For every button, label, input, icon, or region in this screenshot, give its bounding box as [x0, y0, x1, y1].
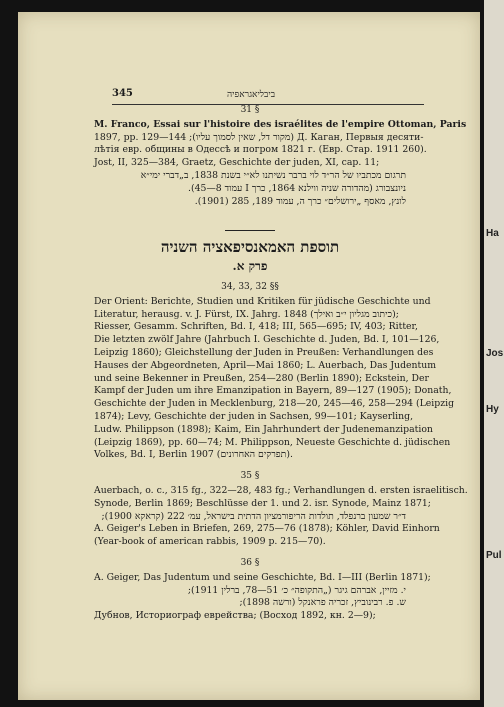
section-number: 34, 33, 32 §§	[221, 281, 279, 292]
text-line: Hauses der Abgeordneten, April—Mai 1860; L. Auerbach, Das Judentum	[94, 359, 437, 371]
hebrew-line: תרגום מכתביו של הר״ד לוי ברבר נשיתנו לא״י בשנת 1838, ב„דברי ימי״א	[140, 169, 406, 181]
text-line: Geschichte der Juden in Mecklenburg, 218—20, 245—46, 258—294 (Leipzig	[94, 398, 455, 410]
text-line: 1874); Levy, Geschichte der juden in Sachsen, 99—101; Kayserling,	[94, 410, 414, 422]
bibliography-entry	[94, 295, 455, 462]
bibliography-entry	[94, 571, 431, 623]
facing-page-text: Hy	[486, 404, 499, 415]
text-line: M. Franco, Essai sur l'histoire des israélites de l'empire Ottoman, Paris	[94, 118, 467, 130]
text-line: Die letzten zwölf Jahre (Jahrbuch I. Geschichte d. Juden, Bd. I, 101—126,	[94, 334, 440, 346]
hebrew-line: לונץ, מאסף „ירושלים״ כרך ה, עמוד 189, 285 (1901).	[194, 195, 406, 207]
text-line: Ludw. Philippson (1898); Kaim, Ein Jahrhundert der Judenemanzipation	[94, 423, 433, 435]
text-line: Der Orient: Berichte, Studien und Kritiken für jüdische Geschichte und	[94, 295, 431, 307]
text-line: A. Geiger, Das Judentum und seine Geschichte, Bd. I—III (Berlin 1871);	[94, 571, 431, 583]
text-line: Literatur, herausg. v. J. Fürst, IX. Jahrg. 1848 (כיתוב מגליון י״ב ואילך);	[94, 308, 399, 320]
running-title: ביבליאגראפיה	[227, 90, 276, 100]
text-line: und seine Bekenner in Preußen, 254—280 (Berlin 1890); Eckstein, Der	[94, 372, 429, 384]
section-number: 31 §	[240, 105, 260, 115]
text-line: Riesser, Gesamm. Schriften, Bd. I, 418; III, 565—695; IV, 403; Ritter,	[94, 321, 418, 333]
text-line: Volkes, Bd. I, Berlin 1907 (תפרקים האחרונים).	[94, 449, 293, 461]
bibliography-entry	[94, 118, 467, 209]
hebrew-line: ניונצבורג (מהדורה שניה ווילנא 1864, כרך I עמוד 8—45).	[188, 182, 406, 194]
facing-page-text: Ha	[486, 228, 499, 239]
page-number: 345	[112, 88, 133, 99]
facing-page-text: Pul	[486, 550, 502, 561]
text-line: (Leipzig 1869), pp. 60—74; M. Philippson, Neueste Geschichte d. jüdischen	[94, 436, 451, 448]
text-line: Дубнов, Историограф еврейства; (Восход 1892, кн. 2—9);	[94, 610, 376, 622]
section-number: 36 §	[240, 557, 260, 568]
facing-page-text: Jos	[486, 348, 504, 359]
facing-page-edge	[484, 0, 504, 707]
text-line: 1897, pp. 129—144 ;(מקור דל, שאין לסמוך עליו) Д. Каган, Первыя десяти-	[94, 131, 424, 143]
text-line: Jost, II, 325—384, Graetz, Geschichte der juden, XI, cap. 11;	[94, 157, 380, 169]
hebrew-line: ש. פ. רבינוביץ, זכריה פראנקל (ורשה 1898);	[239, 597, 406, 609]
hebrew-line: ד״ר שמעון ברנפלד, תולדות הריפורמציון הדתית בישראל, עמ׳ 222 (קראקא 1900);	[101, 510, 406, 522]
divider	[225, 230, 275, 231]
section-number: 35 §	[240, 471, 260, 482]
text-line: A. Geiger's Leben in Briefen, 269, 275—76 (1878); Köhler, David Einhorn	[94, 523, 440, 535]
bibliography-entry	[94, 484, 468, 549]
text-line: (Year-book of american rabbis, 1909 p. 215—70).	[94, 536, 326, 548]
text-line: лѣтія евр. общины в Одессѣ и погром 1821 г. (Евр. Стар. 1911 260).	[94, 144, 427, 156]
text-line: Kampf der Juden um ihre Emanzipation in Bayern, 89—127 (1905); Donath,	[94, 385, 452, 397]
hebrew-line: י. מזיין, אברהם גיגר („התקופה״ כ׳ 51—78, ברלין 1911);	[187, 584, 406, 596]
page-content	[94, 104, 468, 623]
text-line: Leipzig 1860); Gleichstellung der Juden in Preußen: Verhandlungen des	[94, 346, 434, 358]
text-line: Synode, Berlin 1869; Beschlüsse der 1. und 2. isr. Synode, Mainz 1871;	[94, 497, 431, 509]
text-line: Auerbach, o. c., 315 fg., 322—28, 483 fg.; Verhandlungen d. ersten israelitisch.	[94, 484, 468, 496]
chapter-title: פרק א.	[232, 259, 268, 274]
supplement-title: תוספת האמאנסיפאציה השניה	[160, 238, 340, 257]
page-header	[112, 88, 424, 105]
